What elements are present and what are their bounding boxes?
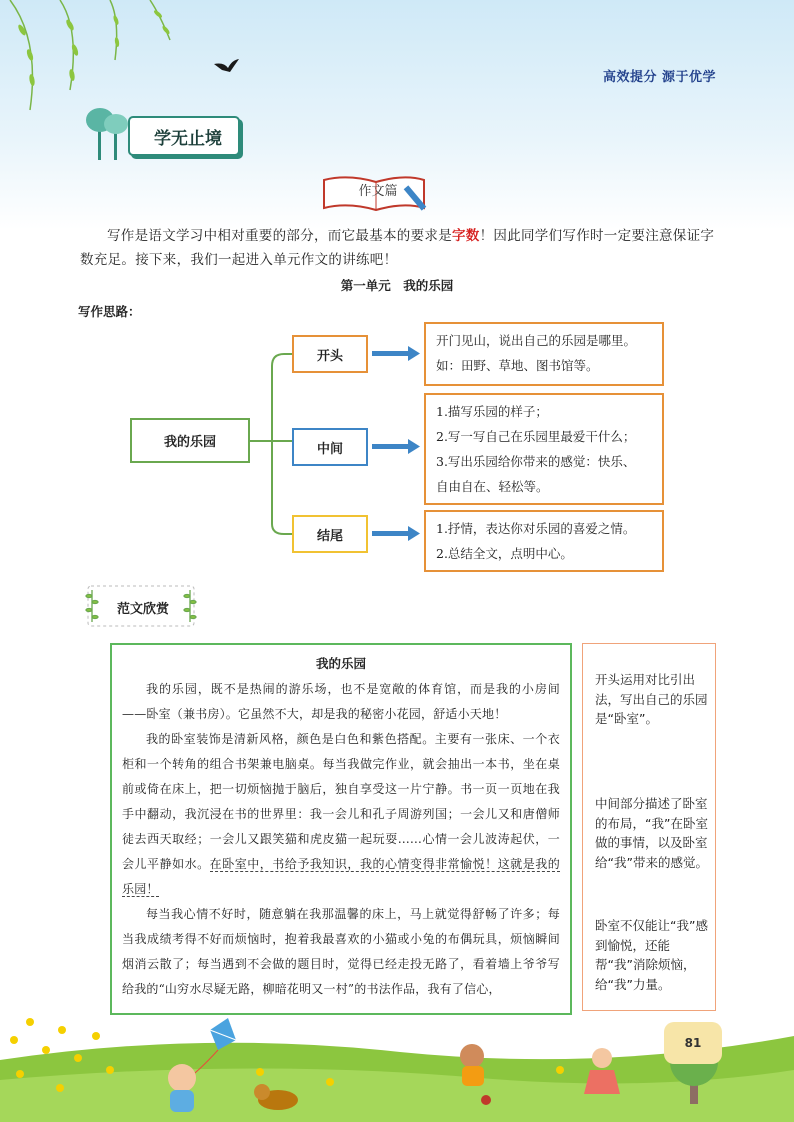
essay-paragraph-1: 我的乐园，既不是热闹的游乐场，也不是宽敞的体育馆，而是我的小房间——卧室（兼书房）。它虽然不大，却是我的秘密小花园，舒适小天地！ [122, 682, 560, 721]
annotation-column [582, 643, 716, 1011]
opening-detail-box [424, 322, 664, 386]
mindmap-branch-middle: 中间 [292, 428, 368, 466]
essay-paragraph-3: 每当我心情不好时，随意躺在我那温馨的床上，马上就觉得舒畅了许多；每当我成绩考得不好而烦恼时，抱着我最喜欢的小猫或小兔的布偶玩具，烦恼瞬间烟消云散了；每当遇到不会做的题目时，觉得已经走投无路了，看着墙上爷爷写给我的“山穷水尽疑无路，柳暗花明又一村”的书法作品，我有了信心， [122, 907, 560, 996]
swallow-icon [212, 58, 240, 78]
detail-line: 2.写一写自己在乐园里最爱干什么； [436, 429, 636, 444]
essay-title: 我的乐园 [315, 656, 366, 671]
essay-underlined-sentence: 在卧室中，书给予我知识，我的心情变得非常愉悦！这就是我的乐园！ [122, 857, 560, 896]
annotation-ending: 卧室不仅能让“我”感到愉悦，还能帮“我”消除烦恼，给“我”力量。 [595, 918, 708, 992]
mindmap-root: 我的乐园 [130, 418, 250, 463]
mindmap-branch-ending: 结尾 [292, 515, 368, 553]
intro-paragraph [80, 224, 720, 272]
detail-line: 2.总结全文，点明中心。 [436, 546, 573, 561]
detail-line: 1.描写乐园的样子； [436, 404, 548, 419]
model-essay [110, 643, 572, 1015]
mindmap-branch-opening: 开头 [292, 335, 368, 373]
unit-title: 第一单元 我的乐园 [340, 278, 454, 293]
appreciation-label: 范文欣赏 [116, 602, 169, 617]
detail-line: 如：田野、草地、图书馆等。 [436, 358, 599, 373]
detail-line: 开门见山，说出自己的乐园是哪里。 [436, 333, 637, 348]
detail-line: 3.写出乐园给你带来的感觉：快乐、 [436, 454, 636, 469]
annotation-opening: 开头运用对比引出法，写出自己的乐园是“卧室”。 [595, 672, 708, 726]
ending-detail-box [424, 510, 664, 572]
annotation-middle: 中间部分描述了卧室的布局，“我”在卧室做的事情，以及卧室给“我”带来的感觉。 [595, 796, 708, 870]
section-banner [128, 116, 240, 156]
detail-line: 1.抒情，表达你对乐园的喜爱之情。 [436, 521, 636, 536]
willow-branch-icon [0, 0, 200, 120]
middle-detail-box [424, 393, 664, 505]
thinking-label: 写作思路： [78, 304, 141, 319]
section-title: 学无止境 [154, 128, 222, 149]
essay-paragraph-2-text: 我的卧室装饰是清新风格，颜色是白色和紫色搭配。主要有一张床、一个衣柜和一个转角的组合书架兼电脑桌。每当我做完作业，就会抽出一本书，坐在桌前或倚在床上，把一切烦恼抛于脑后，独自享受这一片宁静。书一页一页地在我手中翻动，我沉浸在书的世界里：我一会儿和孔子周游列国；一会儿又和唐僧师徒去西天取经；一会儿又跟笑猫和虎皮猫一起玩耍……心情一会儿波涛起伏，一会儿平静如水。 [122, 732, 560, 871]
essay-paragraph-2 [122, 727, 560, 902]
detail-line: 自由自在、轻松等。 [436, 479, 549, 494]
intro-text-rest: ！因此同学们写作时一定要注意保证字数充足。接下来，我们一起进入单元作文的讲练吧！ [80, 228, 715, 268]
brand-slogan: 高效提分 源于优学 [602, 70, 716, 85]
page-number: 81 [664, 1022, 722, 1064]
intro-highlight: 字数 [452, 228, 480, 244]
section-tag: 作文篇 [358, 184, 398, 199]
intro-text: 写作是语文学习中相对重要的部分，而它最基本的要求是 [107, 228, 452, 244]
